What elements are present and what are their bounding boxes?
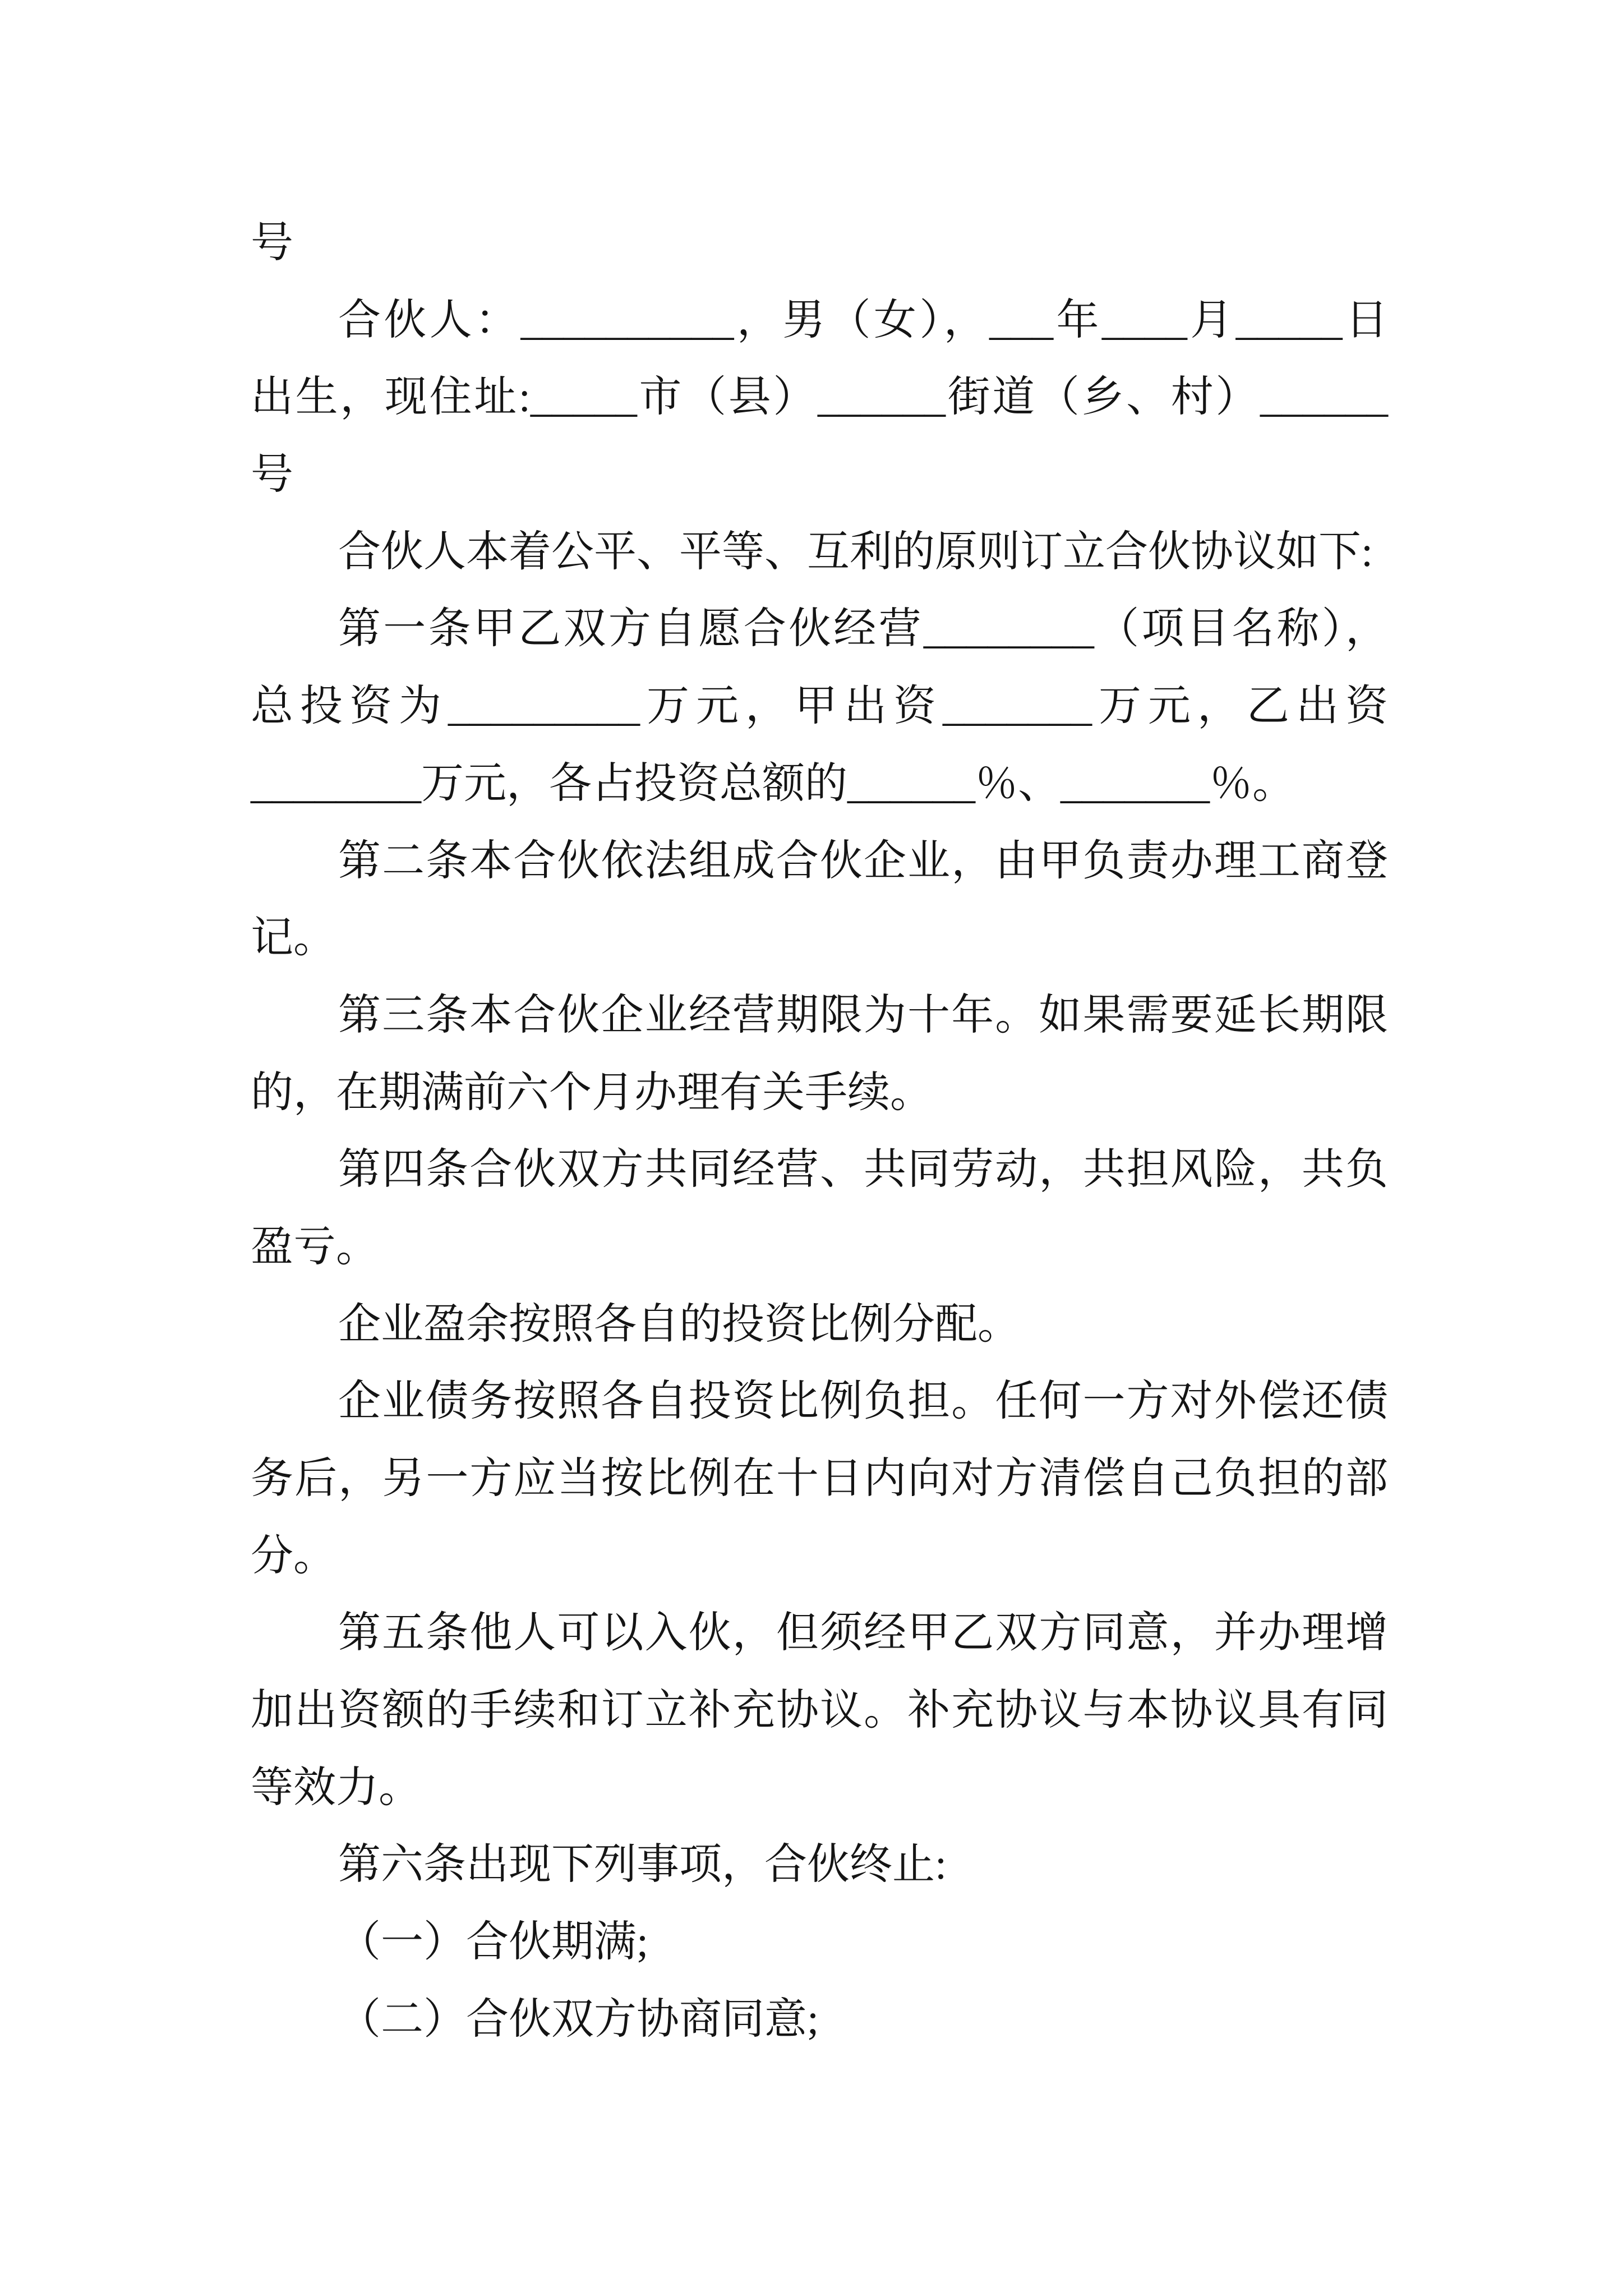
text-line: 第六条出现下列事项，合伙终止: bbox=[338, 1841, 947, 1889]
continued-address-fragment bbox=[251, 205, 1388, 282]
text-line: 盈亏。 bbox=[251, 1223, 379, 1271]
text-line: 的，在期满前六个月办理有关手续。 bbox=[251, 1069, 933, 1116]
text-line: 第三条本合伙企业经营期限为十年。如果需要延长期限 bbox=[338, 991, 1388, 1039]
termination-item-2 bbox=[251, 1981, 1388, 2059]
text-line: （二）合伙双方协商同意; bbox=[338, 1995, 819, 2043]
text-line: （一）合伙期满; bbox=[338, 1918, 649, 1966]
article-3-paragraph bbox=[251, 977, 1388, 1131]
article-2-paragraph bbox=[251, 823, 1388, 977]
termination-item-1 bbox=[251, 1904, 1388, 1981]
article-1-paragraph bbox=[251, 591, 1388, 822]
text-line: 号 bbox=[251, 219, 293, 266]
text-line: ________万元，各占投资总额的______％、_______％。 bbox=[251, 760, 1295, 807]
debt-sharing-paragraph bbox=[251, 1363, 1388, 1595]
article-4-paragraph bbox=[251, 1131, 1388, 1286]
partner-info-paragraph bbox=[251, 282, 1388, 514]
text-line: 记。 bbox=[251, 914, 336, 962]
agreement-body-text bbox=[251, 205, 1388, 2059]
article-6-paragraph bbox=[251, 1826, 1388, 1904]
text-line: 第二条本合伙依法组成合伙企业，由甲负责办理工商登 bbox=[338, 837, 1388, 885]
text-line: 加出资额的手续和订立补充协议。补充协议与本协议具有同 bbox=[251, 1687, 1388, 1734]
text-line: 合伙人本着公平、平等、互利的原则订立合伙协议如下: bbox=[338, 528, 1373, 576]
text-line: 总投资为_________万元，甲出资_______万元，乙出资 bbox=[251, 683, 1388, 730]
text-line: 等效力。 bbox=[251, 1764, 421, 1811]
text-line: 企业债务按照各自投资比例负担。任何一方对外偿还债 bbox=[338, 1378, 1388, 1425]
preamble-paragraph bbox=[251, 514, 1388, 591]
text-line: 第一条甲乙双方自愿合伙经营________（项目名称）， bbox=[338, 605, 1388, 653]
text-line: 第四条合伙双方共同经营、共同劳动，共担风险，共负 bbox=[338, 1146, 1388, 1194]
text-line: 出生，现住址:_____市（县）______街道（乡、村）______ bbox=[251, 374, 1388, 421]
profit-distribution-paragraph bbox=[251, 1286, 1388, 1364]
text-line: 号 bbox=[251, 451, 293, 499]
text-line: 分。 bbox=[251, 1532, 336, 1580]
article-5-paragraph bbox=[251, 1595, 1388, 1826]
text-line: 合伙人：__________，男（女），___年____月_____日 bbox=[338, 296, 1388, 344]
text-line: 第五条他人可以入伙，但须经甲乙双方同意，并办理增 bbox=[338, 1609, 1388, 1657]
text-line: 企业盈余按照各自的投资比例分配。 bbox=[338, 1300, 1020, 1348]
text-line: 务后，另一方应当按比例在十日内向对方清偿自己负担的部 bbox=[251, 1455, 1388, 1502]
